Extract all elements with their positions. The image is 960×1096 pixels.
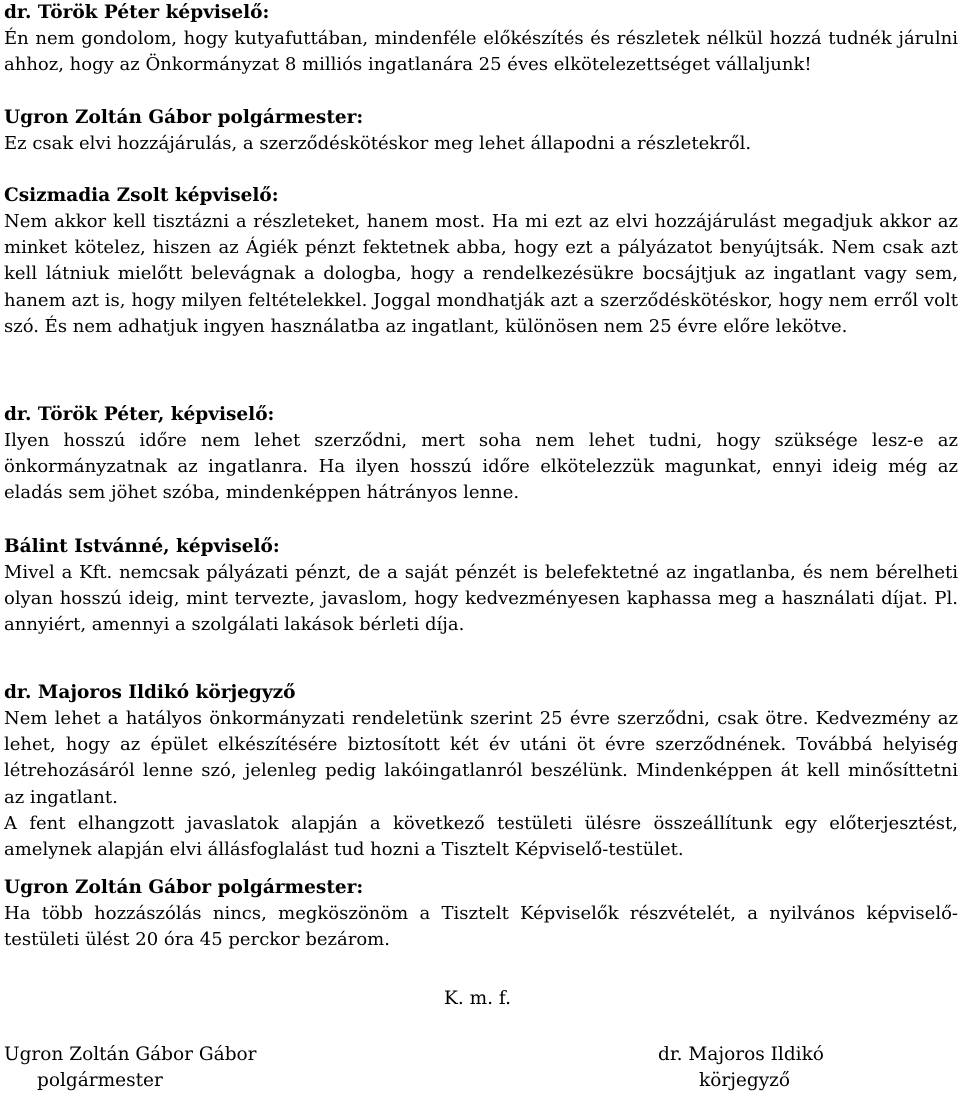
closing-mark: K. m. f.	[444, 988, 511, 1009]
speech-text: Ez csak elvi hozzájárulás, a szerződéskötéskor meg lehet állapodni a részletekről.	[4, 133, 752, 154]
speaker-name: Ugron Zoltán Gábor polgármester:	[4, 107, 364, 128]
signature-right-name: dr. Majoros Ildikó	[658, 1044, 824, 1065]
signature-right-title: körjegyző	[699, 1070, 791, 1091]
speaker-name: dr. Török Péter képviselő:	[4, 2, 270, 23]
speaker-name: Bálint Istvánné, képviselő:	[4, 536, 280, 557]
signature-left-title: polgármester	[37, 1070, 163, 1091]
speaker-name: Csizmadia Zsolt képviselő:	[4, 185, 279, 206]
speaker-name: Ugron Zoltán Gábor polgármester:	[4, 877, 364, 898]
speech-block	[4, 875, 958, 953]
speech-block	[4, 534, 958, 639]
speaker-name: dr. Török Péter, képviselő:	[4, 404, 275, 425]
speech-block	[4, 680, 958, 863]
speech-text: Ilyen hosszú időre nem lehet szerződni, mert soha nem lehet tudni, hogy szüksége lesz-e az önkormányzatnak az ingatlanra. Ha ilyen hosszú időre elkötelezzük magunkat, ennyi ideig még az eladás sem jöhet szóba, mindenképpen hátrányos lenne.	[4, 430, 958, 504]
speech-text: Nem lehet a hatályos önkormányzati rendeletünk szerint 25 évre szerződni, csak ötre. Kedvezmény az lehet, hogy az épület elkészítésére biztosított két év utáni öt évre szerződnének. Továbbá helyiség létrehozásáról lenne szó, jelenleg pedig lakóingatlanról beszélünk. Mindenképpen át kell minősíttetni az ingatlant.	[4, 708, 958, 808]
speech-block	[4, 183, 958, 340]
speech-text: Mivel a Kft. nemcsak pályázati pénzt, de a saját pénzét is belefektetné az ingatlanba, és nem bérelheti olyan hosszú ideig, mint tervezte, javaslom, hogy kedvezményesen kaphassa meg a használati díjat. Pl. annyiért, amennyi a szolgálati lakások bérleti díja.	[4, 562, 958, 636]
speech-text: Én nem gondolom, hogy kutyafuttában, mindenféle előkészítés és részletek nélkül hozzá tudnék járulni ahhoz, hogy az Önkormányzat 8 milliós ingatlanára 25 éves elkötelezettséget vállaljunk!	[4, 28, 958, 76]
speech-block	[4, 402, 958, 507]
speech-block	[4, 0, 958, 78]
speech-text: Ha több hozzászólás nincs, megköszönöm a Tisztelt Képviselők részvételét, a nyilvános képviselő-testületi ülést 20 óra 45 perckor bezárom.	[4, 903, 958, 951]
speaker-name: dr. Majoros Ildikó körjegyző	[4, 682, 296, 703]
speech-block	[4, 105, 958, 157]
signature-left-name: Ugron Zoltán Gábor Gábor	[4, 1044, 257, 1065]
speech-text: A fent elhangzott javaslatok alapján a következő testületi ülésre összeállítunk egy előterjesztést, amelynek alapján elvi állásfoglalást tud hozni a Tisztelt Képviselő-testület.	[4, 812, 958, 861]
speech-text: Nem akkor kell tisztázni a részleteket, hanem most. Ha mi ezt az elvi hozzájárulást megadjuk akkor az minket kötelez, hiszen az Ágiék pénzt fektetnek abba, hogy ezt a pályázatot benyújtsák. Nem csak azt kell látniuk mielőtt belevágnak a dologba, hogy a rendelkezésükre bocsájtjuk az ingatlant vagy sem, hanem azt is, hogy milyen feltételekkel. Joggal mondhatják azt a szerződéskötéskor, hogy nem erről volt szó. És nem adhatjuk ingyen használatba az ingatlant, különösen nem 25 évre előre lekötve.	[4, 211, 958, 337]
